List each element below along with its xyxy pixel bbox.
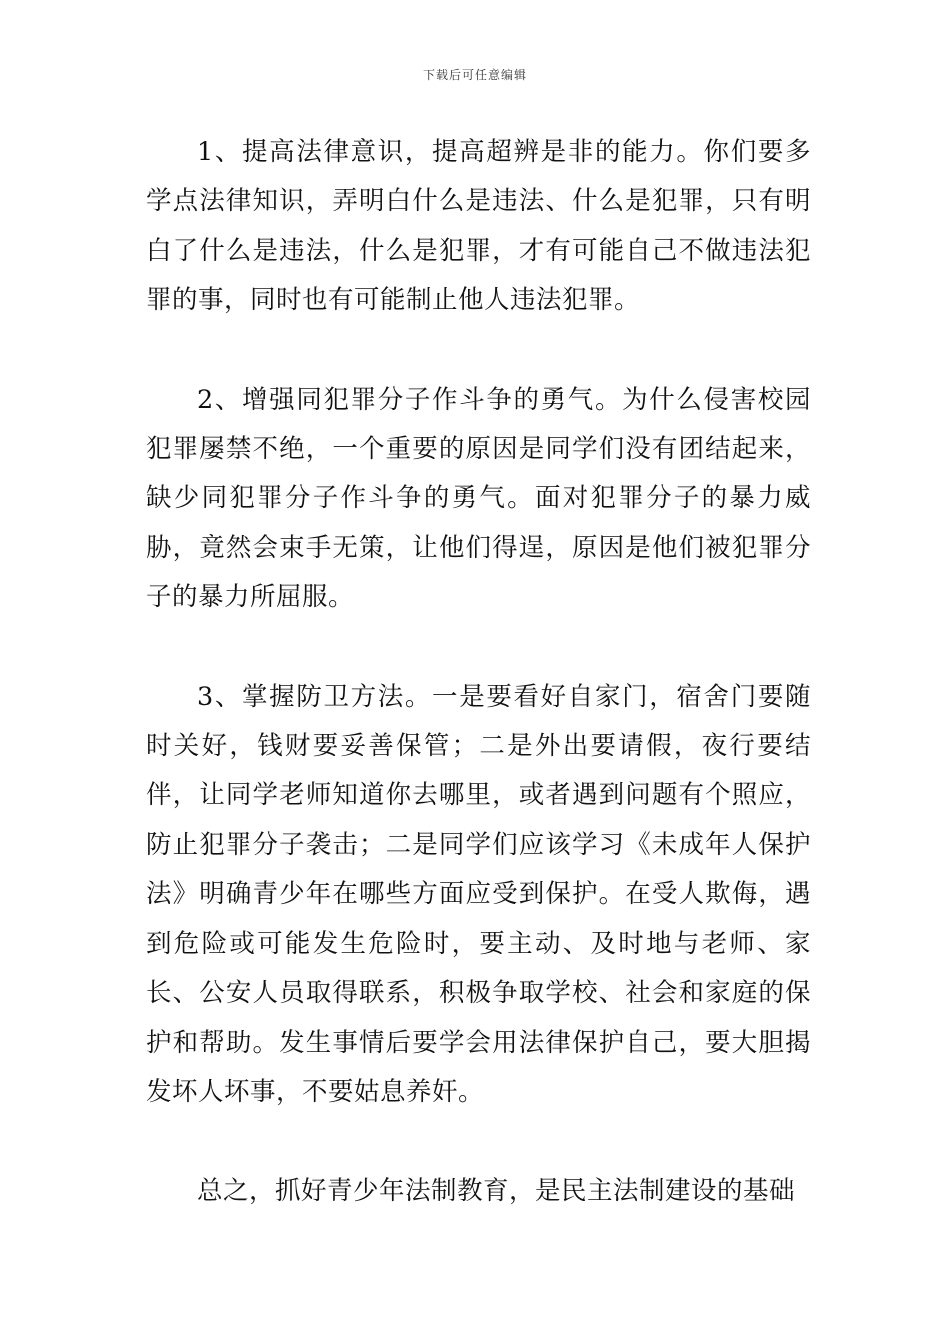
paragraph-4: 总之，抓好青少年法制教育，是民主法制建设的基础 [197,1176,796,1207]
page-header: 下载后可任意编辑 [422,68,527,82]
paragraph-1: 1、提高法律意识，提高超辨是非的能力。你们要多学点法律知识，弄明白什么是违法、什么是犯罪，只有明白了什么是违法，什么是犯罪，才有可能自己不做违法犯罪的事，同时也有可能制止他人违法犯罪。 [146,137,811,316]
document-body [146,128,811,1217]
paragraph-2: 2、增强同犯罪分子作斗争的勇气。为什么侵害校园犯罪屡禁不绝，一个重要的原因是同学们没有团结起来，缺少同犯罪分子作斗争的勇气。面对犯罪分子的暴力威胁，竟然会束手无策，让他们得逞，原因是他们被犯罪分子的暴力所屈服。 [146,384,811,613]
paragraph-3: 3、掌握防卫方法。一是要看好自家门，宿舍门要随时关好，钱财要妥善保管；二是外出要请假，夜行要结伴，让同学老师知道你去哪里，或者遇到问题有个照应，防止犯罪分子袭击；二是同学们应该学习《未成年人保护法》明确青少年在哪些方面应受到保护。在受人欺侮，遇到危险或可能发生危险时，要主动、及时地与老师、家长、公安人员取得联系，积极争取学校、社会和家庭的保护和帮助。发生事情后要学会用法律保护自己，要大胆揭发坏人坏事，不要姑息养奸。 [146,681,811,1107]
